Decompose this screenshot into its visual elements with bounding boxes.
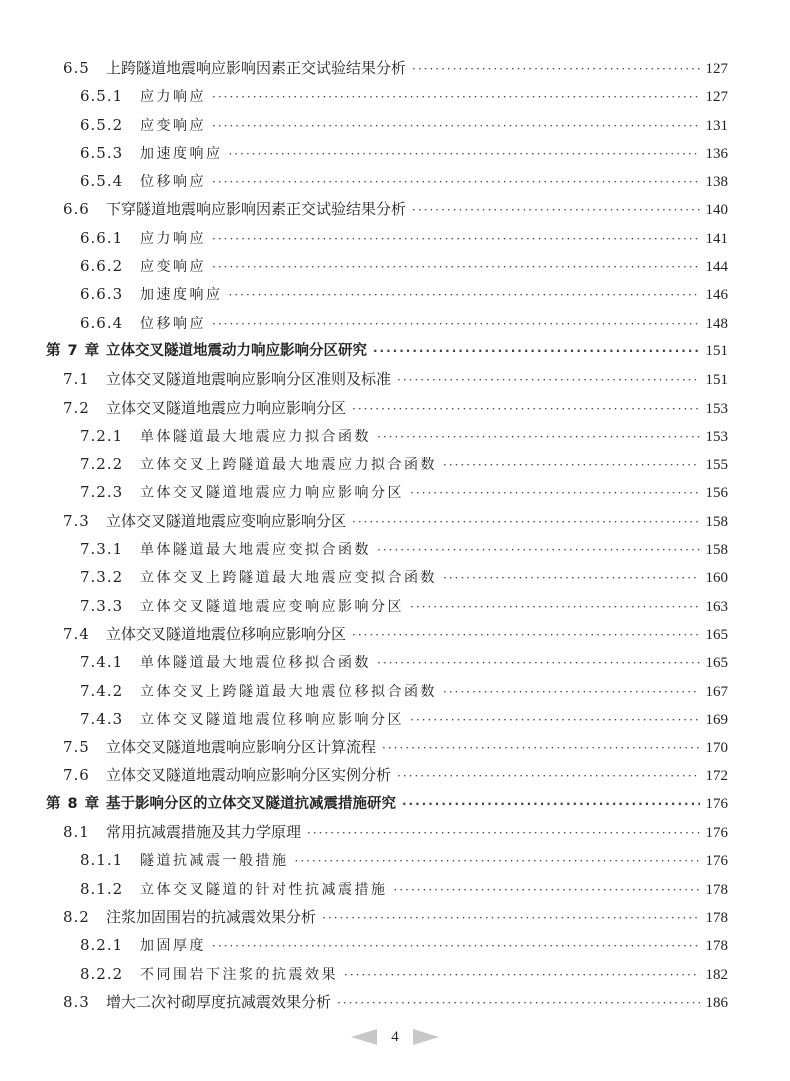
toc-entry-number: 6.5.3 <box>80 143 124 162</box>
toc-entry-page: 151 <box>705 342 728 359</box>
toc-entry-page: 186 <box>705 994 728 1011</box>
toc-entry-title: 单体隧道最大地震应变拟合函数 <box>140 542 371 559</box>
toc-entry-page: 176 <box>705 825 728 842</box>
left-arrow-ornament <box>351 1029 377 1045</box>
toc-entry-page: 182 <box>705 966 728 983</box>
toc-entry-title: 单体隧道最大地震位移拟合函数 <box>140 655 371 672</box>
dot-leader <box>344 961 700 989</box>
toc-entry-title: 增大二次衬砌厚度抗减震效果分析 <box>106 992 332 1011</box>
dot-leader <box>212 112 700 140</box>
toc-entry-title: 立体交叉上跨隧道最大地震应变拟合函数 <box>140 570 437 587</box>
dot-leader <box>229 140 700 168</box>
toc-entry-number: 6.6 <box>63 200 90 219</box>
toc-entry-title: 下穿隧道地震响应影响因素正交试验结果分析 <box>106 200 407 219</box>
toc-entry-title: 单体隧道最大地震应力拟合函数 <box>140 428 371 445</box>
toc-entry-number: 7.2.1 <box>80 426 124 445</box>
toc-entry-number: 6.6.2 <box>80 257 124 276</box>
toc-entry-title: 立体交叉隧道地震响应影响分区计算流程 <box>106 738 377 757</box>
toc-subsection-entry[interactable] <box>0 82 790 110</box>
toc-entry-number: 7.4.1 <box>80 653 124 672</box>
toc-entry-title: 立体交叉隧道地震应变响应影响分区 <box>140 598 404 615</box>
toc-entry-page: 153 <box>705 428 728 445</box>
toc-entry-title: 应力响应 <box>140 230 206 247</box>
toc-entry-page: 136 <box>705 145 728 162</box>
toc-subsection-entry[interactable] <box>0 931 790 959</box>
toc-entry-title: 立体交叉隧道地震响应影响分区准则及标准 <box>106 370 392 389</box>
dot-leader <box>212 253 700 281</box>
toc-entry-page: 127 <box>705 89 728 106</box>
dot-leader <box>229 281 700 309</box>
toc-entry-page: 140 <box>705 202 728 219</box>
toc-entry-number: 8.1.1 <box>80 851 124 870</box>
toc-entry-number: 8.1 <box>63 823 90 842</box>
dot-leader <box>443 678 700 706</box>
toc-section-entry[interactable] <box>0 988 790 1016</box>
dot-leader <box>412 55 699 83</box>
dot-leader <box>212 225 700 253</box>
toc-entry-page: 138 <box>705 174 728 191</box>
toc-entry-number: 7.2.2 <box>80 455 124 474</box>
dot-leader <box>377 536 700 564</box>
page-footer <box>0 1022 790 1052</box>
toc-entry-number: 7.4.2 <box>80 681 124 700</box>
table-of-contents <box>0 54 790 1016</box>
toc-subsection-entry[interactable] <box>0 111 790 139</box>
dot-leader <box>212 310 700 338</box>
toc-subsection-entry[interactable] <box>0 280 790 308</box>
toc-entry-page: 163 <box>705 598 728 615</box>
toc-entry-title: 基于影响分区的立体交叉隧道抗减震措施研究 <box>106 795 396 812</box>
toc-entry-title: 上跨隧道地震响应影响因素正交试验结果分析 <box>106 59 407 77</box>
toc-entry-number: 6.5 <box>63 59 90 77</box>
toc-entry-page: 156 <box>705 485 728 502</box>
toc-subsection-entry[interactable] <box>0 592 790 620</box>
toc-entry-number: 8.3 <box>63 992 90 1011</box>
toc-subsection-entry[interactable] <box>0 960 790 988</box>
toc-entry-number: 第 8 章 <box>46 795 101 812</box>
dot-leader <box>443 451 700 479</box>
toc-entry-title: 立体交叉隧道的针对性抗减震措施 <box>140 881 388 898</box>
toc-entry-title: 立体交叉上跨隧道最大地震应力拟合函数 <box>140 457 437 474</box>
dot-leader <box>402 790 700 818</box>
toc-entry-number: 6.5.1 <box>80 87 124 106</box>
dot-leader <box>410 593 700 621</box>
toc-entry-number: 8.1.2 <box>80 879 124 898</box>
toc-entry-number: 6.5.2 <box>80 115 124 134</box>
toc-subsection-entry[interactable] <box>0 450 790 478</box>
toc-section-entry[interactable] <box>0 195 790 223</box>
toc-entry-title: 位移响应 <box>140 174 206 191</box>
toc-section-entry[interactable] <box>0 394 790 422</box>
toc-entry-number: 6.6.1 <box>80 228 124 247</box>
toc-entry-page: 160 <box>705 570 728 587</box>
dot-leader <box>410 706 700 734</box>
dot-leader <box>352 621 699 649</box>
dot-leader <box>377 423 700 451</box>
toc-entry-page: 165 <box>705 655 728 672</box>
toc-entry-page: 169 <box>705 711 728 728</box>
toc-entry-title: 加速度响应 <box>140 145 223 162</box>
toc-entry-title: 立体交叉隧道地震位移响应影响分区 <box>140 711 404 728</box>
toc-subsection-entry[interactable] <box>0 648 790 676</box>
toc-entry-title: 位移响应 <box>140 315 206 332</box>
toc-subsection-entry[interactable] <box>0 535 790 563</box>
dot-leader <box>307 819 699 847</box>
dot-leader <box>412 196 699 224</box>
toc-entry-title: 应变响应 <box>140 117 206 134</box>
toc-section-entry[interactable] <box>0 54 790 82</box>
toc-entry-number: 8.2.1 <box>80 936 124 955</box>
toc-section-entry[interactable] <box>0 903 790 931</box>
toc-entry-number: 7.2.3 <box>80 483 124 502</box>
toc-entry-page: 151 <box>705 372 728 389</box>
dot-leader <box>397 366 699 394</box>
toc-entry-title: 立体交叉隧道地震应变响应影响分区 <box>106 511 347 530</box>
toc-entry-title: 立体交叉隧道地震动响应影响分区实例分析 <box>106 766 392 785</box>
toc-subsection-entry[interactable] <box>0 167 790 195</box>
toc-entry-page: 144 <box>705 259 728 276</box>
toc-subsection-entry[interactable] <box>0 677 790 705</box>
toc-entry-number: 7.4.3 <box>80 709 124 728</box>
toc-subsection-entry[interactable] <box>0 252 790 280</box>
toc-entry-title: 应力响应 <box>140 89 206 106</box>
toc-subsection-entry[interactable] <box>0 422 790 450</box>
toc-entry-title: 注浆加固围岩的抗减震效果分析 <box>106 907 317 926</box>
toc-subsection-entry[interactable] <box>0 139 790 167</box>
toc-entry-title: 立体交叉隧道地震应力响应影响分区 <box>140 485 404 502</box>
toc-entry-page: 178 <box>705 881 728 898</box>
toc-entry-title: 不同围岩下注浆的抗震效果 <box>140 966 338 983</box>
toc-entry-page: 158 <box>705 513 728 530</box>
toc-subsection-entry[interactable] <box>0 478 790 506</box>
toc-entry-page: 178 <box>705 938 728 955</box>
toc-entry-number: 7.3.2 <box>80 568 124 587</box>
toc-section-entry[interactable] <box>0 365 790 393</box>
toc-section-entry[interactable] <box>0 507 790 535</box>
dot-leader <box>295 847 700 875</box>
dot-leader <box>394 876 700 904</box>
toc-entry-number: 7.6 <box>63 766 90 785</box>
toc-entry-title: 加速度响应 <box>140 287 223 304</box>
toc-section-entry[interactable] <box>0 818 790 846</box>
dot-leader <box>322 904 699 932</box>
toc-entry-number: 7.2 <box>63 398 90 417</box>
toc-subsection-entry[interactable] <box>0 846 790 874</box>
toc-entry-page: 178 <box>705 909 728 926</box>
toc-entry-page: 176 <box>705 853 728 870</box>
toc-entry-number: 6.5.4 <box>80 172 124 191</box>
toc-entry-number: 7.5 <box>63 738 90 757</box>
toc-entry-title: 常用抗减震措施及其力学原理 <box>106 823 302 842</box>
toc-entry-number: 7.3.1 <box>80 540 124 559</box>
toc-entry-title: 立体交叉隧道地震动力响应影响分区研究 <box>106 342 367 359</box>
dot-leader <box>212 168 700 196</box>
dot-leader <box>397 762 699 790</box>
dot-leader <box>410 479 700 507</box>
toc-section-entry[interactable] <box>0 733 790 761</box>
toc-entry-page: 176 <box>705 795 728 812</box>
toc-section-entry[interactable] <box>0 761 790 789</box>
toc-subsection-entry[interactable] <box>0 563 790 591</box>
toc-entry-number: 第 7 章 <box>46 342 101 359</box>
toc-entry-title: 立体交叉隧道地震应力响应影响分区 <box>106 398 347 417</box>
toc-entry-page: 131 <box>705 117 728 134</box>
dot-leader <box>382 734 699 762</box>
dot-leader <box>212 932 700 960</box>
toc-entry-number: 8.2 <box>63 907 90 926</box>
page-number: 4 <box>391 1028 399 1045</box>
toc-entry-page: 141 <box>705 230 728 247</box>
toc-entry-number: 7.1 <box>63 370 90 389</box>
toc-entry-page: 158 <box>705 542 728 559</box>
toc-chapter-entry[interactable] <box>0 790 790 818</box>
right-arrow-ornament <box>413 1029 439 1045</box>
toc-subsection-entry[interactable] <box>0 309 790 337</box>
toc-subsection-entry[interactable] <box>0 875 790 903</box>
dot-leader <box>373 337 700 365</box>
toc-entry-page: 165 <box>705 626 728 643</box>
dot-leader <box>337 989 699 1017</box>
toc-section-entry[interactable] <box>0 620 790 648</box>
toc-entry-page: 148 <box>705 315 728 332</box>
dot-leader <box>352 508 699 536</box>
toc-entry-title: 应变响应 <box>140 259 206 276</box>
toc-entry-title: 隧道抗减震一般措施 <box>140 853 289 870</box>
toc-entry-title: 加固厚度 <box>140 938 206 955</box>
toc-entry-page: 127 <box>705 61 728 77</box>
toc-entry-page: 155 <box>705 457 728 474</box>
dot-leader <box>352 395 699 423</box>
dot-leader <box>443 564 700 592</box>
toc-entry-title: 立体交叉上跨隧道最大地震位移拟合函数 <box>140 683 437 700</box>
toc-entry-number: 7.3.3 <box>80 596 124 615</box>
toc-entry-number: 8.2.2 <box>80 964 124 983</box>
toc-entry-number: 7.3 <box>63 511 90 530</box>
toc-entry-page: 167 <box>705 683 728 700</box>
toc-chapter-entry[interactable] <box>0 337 790 365</box>
toc-entry-title: 立体交叉隧道地震位移响应影响分区 <box>106 624 347 643</box>
toc-entry-page: 172 <box>705 768 728 785</box>
toc-entry-number: 7.4 <box>63 624 90 643</box>
dot-leader <box>377 649 700 677</box>
toc-entry-page: 170 <box>705 740 728 757</box>
toc-subsection-entry[interactable] <box>0 224 790 252</box>
toc-subsection-entry[interactable] <box>0 705 790 733</box>
dot-leader <box>212 83 700 111</box>
toc-entry-page: 153 <box>705 400 728 417</box>
toc-entry-number: 6.6.4 <box>80 313 124 332</box>
toc-entry-number: 6.6.3 <box>80 285 124 304</box>
toc-entry-page: 146 <box>705 287 728 304</box>
